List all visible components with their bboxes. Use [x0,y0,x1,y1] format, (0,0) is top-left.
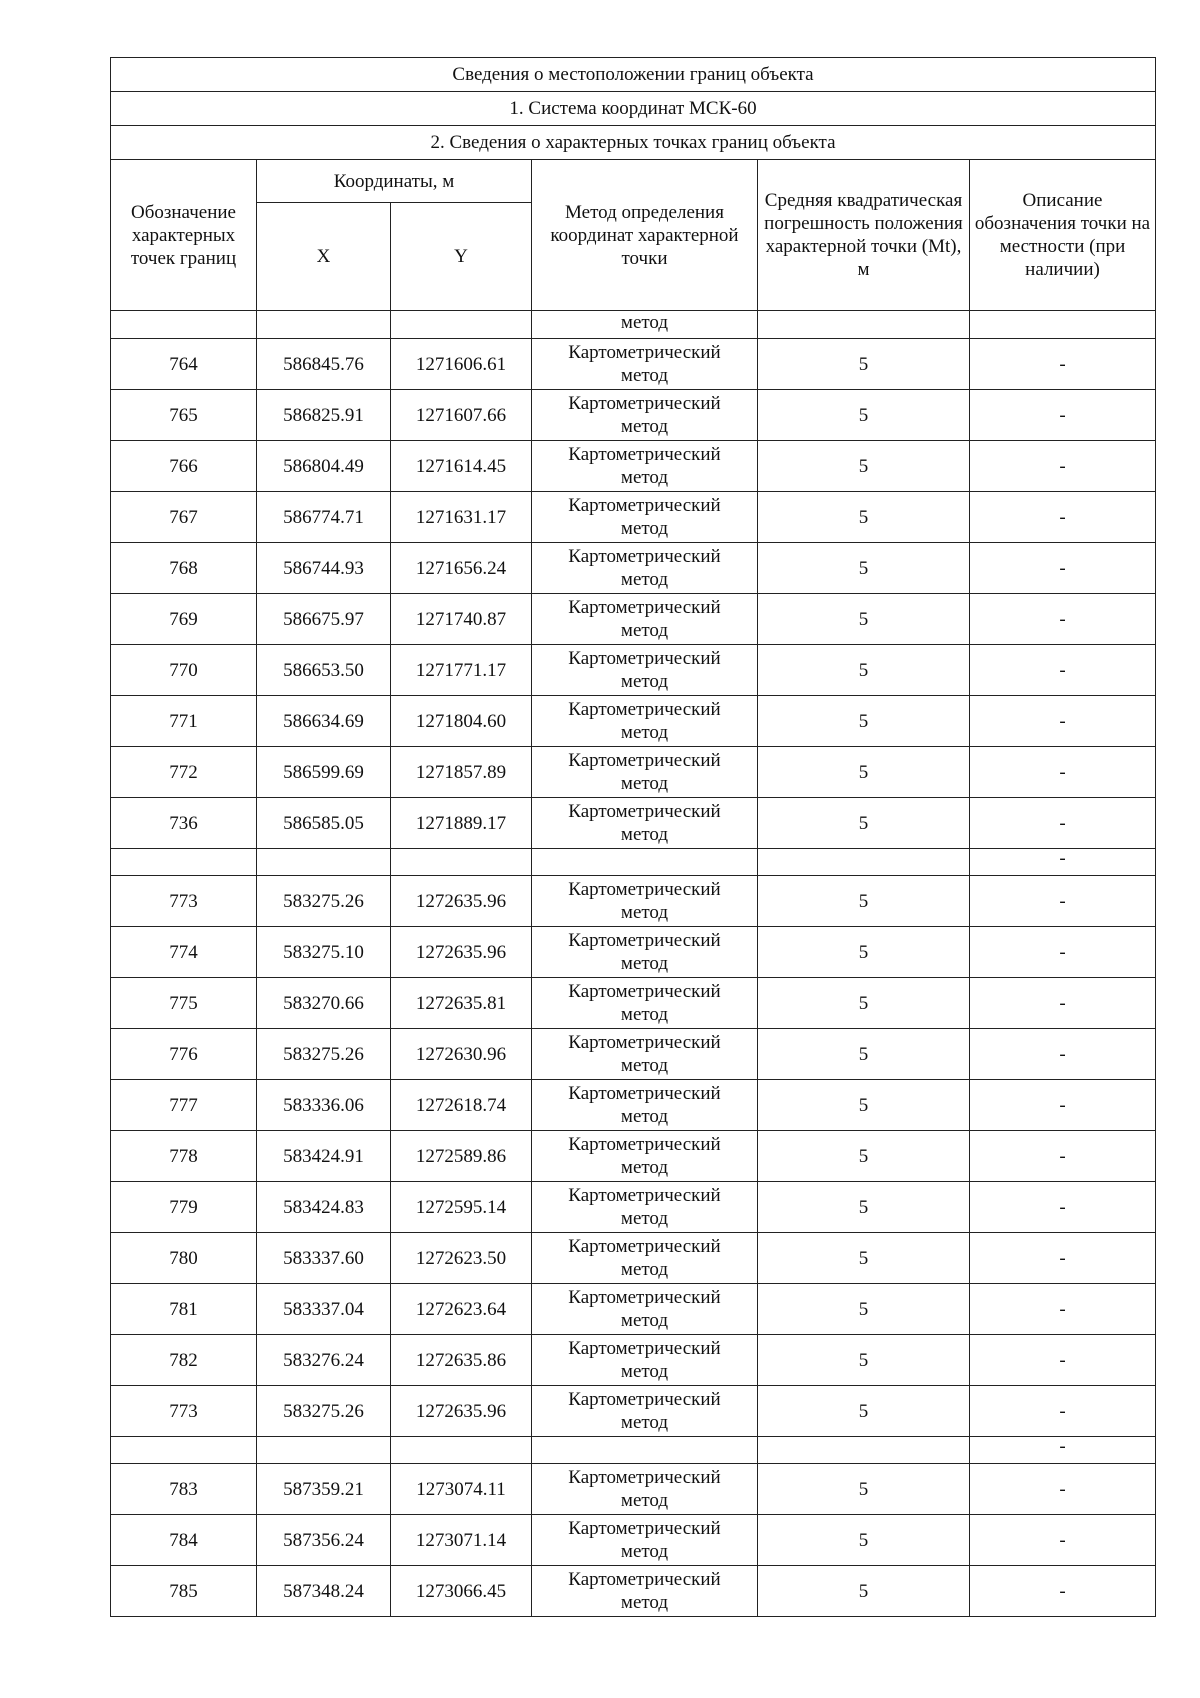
cell-point: 767 [111,492,257,543]
method-line-1: Картометрический [568,393,721,414]
cell-description: - [970,747,1156,798]
method-line-1: Картометрический [568,1083,721,1104]
cell-description: - [970,1335,1156,1386]
table-row [111,1515,1156,1566]
cell-point: 783 [111,1464,257,1515]
method-line-2: метод [620,722,669,743]
table-row [111,1464,1156,1515]
cell-description: - [970,1080,1156,1131]
cell-y: 1271740.87 [391,594,532,645]
cell-x: 586634.69 [257,696,391,747]
method-line-1: Картометрический [568,1569,721,1590]
cell-point: 784 [111,1515,257,1566]
method-line-1: Картометрический [568,981,721,1002]
cell-method [532,1464,758,1515]
cell-error: 5 [758,876,970,927]
cell-method [532,747,758,798]
header-method: Метод определения координат характерной точки [532,160,758,311]
cell-point: 778 [111,1131,257,1182]
cell-x: 587356.24 [257,1515,391,1566]
cell-error: 5 [758,1386,970,1437]
cell-error: 5 [758,1029,970,1080]
method-line-1: Картометрический [568,1134,721,1155]
cell-x: 583275.26 [257,1029,391,1080]
method-line-1: Картометрический [568,444,721,465]
cell-empty [257,1437,391,1464]
cell-point: 774 [111,927,257,978]
cell-description: - [970,492,1156,543]
cell-x: 586804.49 [257,441,391,492]
points-section-title: 2. Сведения о характерных точках границ объекта [111,126,1156,160]
cell-point: 772 [111,747,257,798]
method-line-1: Картометрический [568,1338,721,1359]
cell-description: - [970,978,1156,1029]
continuation-row [111,311,1156,339]
cell-empty [111,849,257,876]
cell-x: 587348.24 [257,1566,391,1617]
cell-point: 775 [111,978,257,1029]
cell-description: - [970,1029,1156,1080]
cell-y: 1271857.89 [391,747,532,798]
cell-description: - [970,1386,1156,1437]
cell-x: 583424.83 [257,1182,391,1233]
method-line-2: метод [620,1208,669,1229]
cell-description: - [970,1233,1156,1284]
cell-description: - [970,927,1156,978]
header-coordinates: Координаты, м [257,160,532,203]
cell-point: 764 [111,339,257,390]
cell-method: метод [532,311,758,339]
method-line-2: метод [620,1541,669,1562]
cell-method [532,1515,758,1566]
table-row [111,747,1156,798]
method-line-1: Картометрический [568,801,721,822]
table-row [111,1335,1156,1386]
cell-point: 779 [111,1182,257,1233]
cell-method [532,1335,758,1386]
table-row [111,1233,1156,1284]
cell-error: 5 [758,1080,970,1131]
cell-description: - [970,849,1156,876]
method-line-2: метод [620,953,669,974]
table-row [111,1131,1156,1182]
cell-empty [391,311,532,339]
table-row [111,492,1156,543]
header-x: X [257,203,391,311]
table-row [111,1182,1156,1233]
method-line-2: метод [620,1592,669,1613]
cell-method [532,390,758,441]
cell-point: 771 [111,696,257,747]
method-line-1: Картометрический [568,699,721,720]
cell-y: 1273074.11 [391,1464,532,1515]
cell-x: 583270.66 [257,978,391,1029]
method-line-1: Картометрический [568,750,721,771]
cell-x: 586825.91 [257,390,391,441]
method-line-1: Картометрический [568,1518,721,1539]
cell-error: 5 [758,1182,970,1233]
cell-x: 586774.71 [257,492,391,543]
table-row [111,1029,1156,1080]
cell-point: 770 [111,645,257,696]
cell-error: 5 [758,594,970,645]
cell-y: 1272618.74 [391,1080,532,1131]
method-line-2: метод [620,671,669,692]
cell-x: 583337.04 [257,1284,391,1335]
cell-method [532,1080,758,1131]
method-line-1: Картометрический [568,1032,721,1053]
cell-method [532,1029,758,1080]
cell-empty [257,311,391,339]
cell-point: 736 [111,798,257,849]
cell-description: - [970,1437,1156,1464]
table-row [111,390,1156,441]
boundary-points-table [110,57,1156,1617]
cell-x: 586585.05 [257,798,391,849]
cell-y: 1272635.86 [391,1335,532,1386]
cell-y: 1271889.17 [391,798,532,849]
cell-x: 583337.60 [257,1233,391,1284]
method-line-2: метод [620,365,669,386]
method-line-2: метод [620,1412,669,1433]
cell-x: 583276.24 [257,1335,391,1386]
cell-empty [391,1437,532,1464]
cell-method [532,927,758,978]
method-line-2: метод [620,620,669,641]
table-row [111,1566,1156,1617]
cell-method [532,339,758,390]
cell-error: 5 [758,1515,970,1566]
table-row [111,1284,1156,1335]
cell-point: 782 [111,1335,257,1386]
cell-x: 583336.06 [257,1080,391,1131]
cell-y: 1271607.66 [391,390,532,441]
cell-y: 1272635.96 [391,927,532,978]
separator-row [111,1437,1156,1464]
method-line-2: метод [620,416,669,437]
method-line-1: Картометрический [568,1236,721,1257]
cell-description: - [970,339,1156,390]
cell-method [532,543,758,594]
cell-error: 5 [758,1566,970,1617]
cell-x: 583424.91 [257,1131,391,1182]
cell-method [532,1284,758,1335]
cell-error: 5 [758,696,970,747]
cell-x: 583275.26 [257,1386,391,1437]
coordinate-system-title: 1. Система координат МСК-60 [111,92,1156,126]
table-row [111,339,1156,390]
cell-point: 781 [111,1284,257,1335]
method-line-2: метод [620,773,669,794]
separator-row [111,849,1156,876]
method-line-2: метод [620,467,669,488]
cell-error: 5 [758,1233,970,1284]
cell-y: 1272595.14 [391,1182,532,1233]
cell-error: 5 [758,1464,970,1515]
cell-y: 1272623.50 [391,1233,532,1284]
cell-point: 773 [111,876,257,927]
table-row [111,876,1156,927]
cell-description: - [970,876,1156,927]
method-line-1: Картометрический [568,930,721,951]
cell-method [532,798,758,849]
boundary-points-document [110,57,1155,1617]
cell-y: 1273066.45 [391,1566,532,1617]
cell-description: - [970,594,1156,645]
cell-y: 1272635.81 [391,978,532,1029]
cell-description: - [970,645,1156,696]
cell-point: 777 [111,1080,257,1131]
table-row [111,1080,1156,1131]
cell-empty [111,311,257,339]
cell-point: 773 [111,1386,257,1437]
cell-method [532,1566,758,1617]
cell-empty [532,849,758,876]
table-row [111,798,1156,849]
cell-error: 5 [758,978,970,1029]
cell-description: - [970,1182,1156,1233]
cell-y: 1272630.96 [391,1029,532,1080]
cell-point: 769 [111,594,257,645]
cell-method [532,696,758,747]
cell-error: 5 [758,747,970,798]
cell-error: 5 [758,492,970,543]
method-line-1: Картометрический [568,1389,721,1410]
method-line-2: метод [620,1157,669,1178]
cell-description: - [970,1131,1156,1182]
cell-x: 586845.76 [257,339,391,390]
method-line-2: метод [620,1106,669,1127]
section-title: Сведения о местоположении границ объекта [111,58,1156,92]
cell-error: 5 [758,390,970,441]
method-line-2: метод [620,1310,669,1331]
cell-x: 586653.50 [257,645,391,696]
cell-method [532,1182,758,1233]
table-row [111,543,1156,594]
cell-x: 587359.21 [257,1464,391,1515]
cell-method [532,594,758,645]
cell-y: 1271804.60 [391,696,532,747]
cell-description: - [970,696,1156,747]
cell-error: 5 [758,441,970,492]
cell-y: 1271656.24 [391,543,532,594]
header-description: Описание обозначения точки на местности (при наличии) [970,160,1156,311]
cell-empty [758,849,970,876]
cell-error: 5 [758,1335,970,1386]
method-line-1: Картометрический [568,1287,721,1308]
cell-error: 5 [758,645,970,696]
cell-y: 1273071.14 [391,1515,532,1566]
cell-description: - [970,441,1156,492]
cell-description: - [970,543,1156,594]
cell-y: 1271606.61 [391,339,532,390]
cell-point: 785 [111,1566,257,1617]
cell-error: 5 [758,339,970,390]
table-row [111,1386,1156,1437]
table-row [111,645,1156,696]
cell-description: - [970,798,1156,849]
cell-point: 768 [111,543,257,594]
method-line-2: метод [620,902,669,923]
method-line-2: метод [620,1004,669,1025]
method-line-2: метод [620,569,669,590]
cell-error: 5 [758,798,970,849]
method-line-1: Картометрический [568,1467,721,1488]
cell-method [532,978,758,1029]
cell-empty [111,1437,257,1464]
cell-description: - [970,1284,1156,1335]
cell-method [532,1233,758,1284]
cell-point: 776 [111,1029,257,1080]
cell-empty [970,311,1156,339]
cell-empty [758,1437,970,1464]
method-line-1: Картометрический [568,1185,721,1206]
cell-y: 1272635.96 [391,876,532,927]
cell-method [532,876,758,927]
cell-point: 765 [111,390,257,441]
method-line-1: Картометрический [568,597,721,618]
method-line-2: метод [620,824,669,845]
method-line-2: метод [620,1361,669,1382]
method-line-1: Картометрический [568,648,721,669]
table-row [111,978,1156,1029]
cell-empty [532,1437,758,1464]
cell-x: 583275.26 [257,876,391,927]
method-line-1: Картометрический [568,546,721,567]
cell-description: - [970,1464,1156,1515]
cell-description: - [970,1515,1156,1566]
cell-y: 1272623.64 [391,1284,532,1335]
method-line-2: метод [620,518,669,539]
cell-y: 1271771.17 [391,645,532,696]
cell-x: 586675.97 [257,594,391,645]
cell-x: 583275.10 [257,927,391,978]
table-row [111,696,1156,747]
cell-x: 586599.69 [257,747,391,798]
cell-description: - [970,1566,1156,1617]
method-line-1: Картометрический [568,342,721,363]
method-line-1: Картометрический [568,495,721,516]
cell-error: 5 [758,543,970,594]
cell-y: 1272635.96 [391,1386,532,1437]
method-line-2: метод [620,1490,669,1511]
cell-method [532,492,758,543]
method-line-1: Картометрический [568,879,721,900]
cell-point: 766 [111,441,257,492]
header-y: Y [391,203,532,311]
cell-method [532,441,758,492]
header-point-designation: Обозначение характерных точек границ [111,160,257,311]
cell-x: 586744.93 [257,543,391,594]
cell-description: - [970,390,1156,441]
cell-y: 1271631.17 [391,492,532,543]
cell-y: 1272589.86 [391,1131,532,1182]
cell-empty [257,849,391,876]
cell-y: 1271614.45 [391,441,532,492]
cell-error: 5 [758,927,970,978]
table-row [111,927,1156,978]
table-row [111,441,1156,492]
cell-method [532,645,758,696]
cell-method [532,1131,758,1182]
cell-point: 780 [111,1233,257,1284]
method-line-2: метод [620,1055,669,1076]
cell-error: 5 [758,1284,970,1335]
method-line-2: метод [620,1259,669,1280]
table-row [111,594,1156,645]
cell-error: 5 [758,1131,970,1182]
cell-empty [758,311,970,339]
cell-empty [391,849,532,876]
header-error: Средняя квадратическая погрешность положения характерной точки (Mt), м [758,160,970,311]
cell-method [532,1386,758,1437]
